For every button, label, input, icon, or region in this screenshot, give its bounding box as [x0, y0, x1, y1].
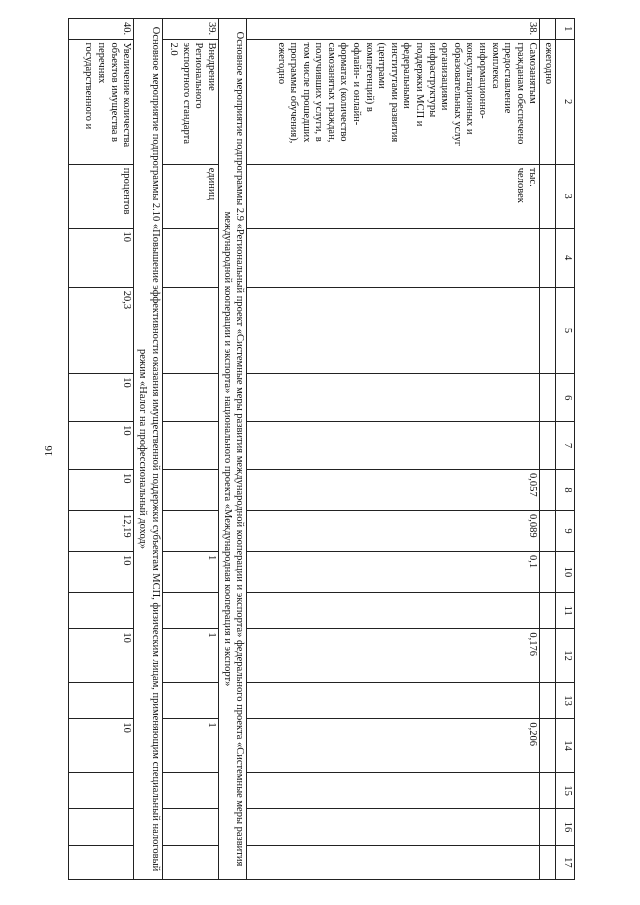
table-cell: [540, 469, 556, 510]
column-header: 12: [556, 629, 575, 683]
value-cell: 20,3: [69, 287, 134, 374]
table-cell: [540, 19, 556, 40]
value-cell: [247, 422, 540, 470]
column-header: 16: [556, 809, 575, 845]
indicator-name: Увеличение количества объектов имущества в перечнях государственного и: [69, 39, 134, 164]
column-header: 2: [556, 39, 575, 164]
table-cell: [540, 164, 556, 228]
value-cell: 10: [69, 719, 134, 773]
unit-cell: единиц: [162, 164, 218, 228]
table-row: [540, 19, 556, 880]
table-cell: [540, 809, 556, 845]
value-cell: [247, 374, 540, 422]
column-header: 1: [556, 19, 575, 40]
table-row: [162, 19, 218, 880]
section-row: [218, 19, 247, 880]
value-cell: [162, 845, 218, 879]
value-cell: [69, 809, 134, 845]
value-cell: 10: [69, 422, 134, 470]
value-cell: 0,206: [247, 719, 540, 773]
table-cell: [540, 374, 556, 422]
value-cell: [247, 809, 540, 845]
document-table: [68, 18, 575, 880]
value-cell: 0,089: [247, 510, 540, 551]
value-cell: [247, 845, 540, 879]
table-cell: [540, 422, 556, 470]
indicator-name-tail: ежегодно: [540, 39, 556, 164]
table-cell: [540, 551, 556, 592]
value-cell: 10: [69, 469, 134, 510]
column-header: 10: [556, 551, 575, 592]
row-number: 39.: [162, 19, 218, 40]
unit-cell: тыс. человек: [247, 164, 540, 228]
value-cell: [162, 809, 218, 845]
value-cell: [247, 682, 540, 718]
value-cell: [69, 592, 134, 628]
value-cell: 0,057: [247, 469, 540, 510]
value-cell: [162, 422, 218, 470]
column-header: 9: [556, 510, 575, 551]
value-cell: [247, 772, 540, 808]
value-cell: 10: [69, 551, 134, 592]
value-cell: 0,176: [247, 629, 540, 683]
column-header: 13: [556, 682, 575, 718]
table-cell: [540, 510, 556, 551]
column-header: 11: [556, 592, 575, 628]
value-cell: 10: [69, 228, 134, 287]
value-cell: [69, 772, 134, 808]
value-cell: [162, 682, 218, 718]
column-header: 6: [556, 374, 575, 422]
value-cell: [162, 510, 218, 551]
value-cell: 0,1: [247, 551, 540, 592]
value-cell: 12,19: [69, 510, 134, 551]
value-cell: 1: [162, 551, 218, 592]
document-table-sheet: [35, 18, 575, 880]
value-cell: [162, 228, 218, 287]
indicator-name: Внедрение Регионального экспортного стандарта 2.0: [162, 39, 218, 164]
table-cell: [540, 629, 556, 683]
column-header: 5: [556, 287, 575, 374]
column-header: 7: [556, 422, 575, 470]
unit-cell: процентов: [69, 164, 134, 228]
column-header: 17: [556, 845, 575, 879]
section-row: [134, 19, 163, 880]
value-cell: [162, 772, 218, 808]
table-row: [247, 19, 540, 880]
row-number: 40.: [69, 19, 134, 40]
section-heading-2-9: Основное мероприятие подпрограммы 2.9 «Региональный проект «Системные меры развития международной кооперации и экспорта» федерального проекта «Системные меры развития международной кооперации и экспорта» национального проекта «Международная кооперация и экспорт»: [218, 19, 247, 880]
table-cell: [540, 682, 556, 718]
column-header: 14: [556, 719, 575, 773]
value-cell: [247, 287, 540, 374]
table-cell: [540, 772, 556, 808]
value-cell: [69, 682, 134, 718]
section-heading-2-10: Основное мероприятие подпрограммы 2.10 «Повышение эффективности оказания имущественной поддержки субъектам МСП, физическим лицам, применяющим специальный налоговый режим «Налог на профессиональный доход»: [134, 19, 163, 880]
column-header: 4: [556, 228, 575, 287]
value-cell: [162, 469, 218, 510]
column-header: 3: [556, 164, 575, 228]
value-cell: 1: [162, 629, 218, 683]
indicator-name: Самозанятым гражданам обеспечено предоставление комплекса информационно- консультационных и образовательных услуг организациями инфраструктуры поддержки МСП и федеральными институтами развития (центрами компетенций) в офлайн- и онлайн- форматах (количество самозанятых граждан, получивших услуги, в том числе прошедших программы обучения), ежегодно: [247, 39, 540, 164]
table-row: [69, 19, 134, 880]
value-cell: [162, 592, 218, 628]
value-cell: 10: [69, 629, 134, 683]
value-cell: 1: [162, 719, 218, 773]
column-header-row: [556, 19, 575, 880]
value-cell: 10: [69, 374, 134, 422]
table-cell: [540, 845, 556, 879]
column-header: 15: [556, 772, 575, 808]
table-cell: [540, 287, 556, 374]
page-number: 16: [43, 445, 55, 457]
table-cell: [540, 592, 556, 628]
value-cell: [247, 228, 540, 287]
table-cell: [540, 228, 556, 287]
value-cell: [69, 845, 134, 879]
column-header: 8: [556, 469, 575, 510]
value-cell: [162, 287, 218, 374]
row-number: 38.: [247, 19, 540, 40]
table-cell: [540, 719, 556, 773]
value-cell: [247, 592, 540, 628]
value-cell: [162, 374, 218, 422]
